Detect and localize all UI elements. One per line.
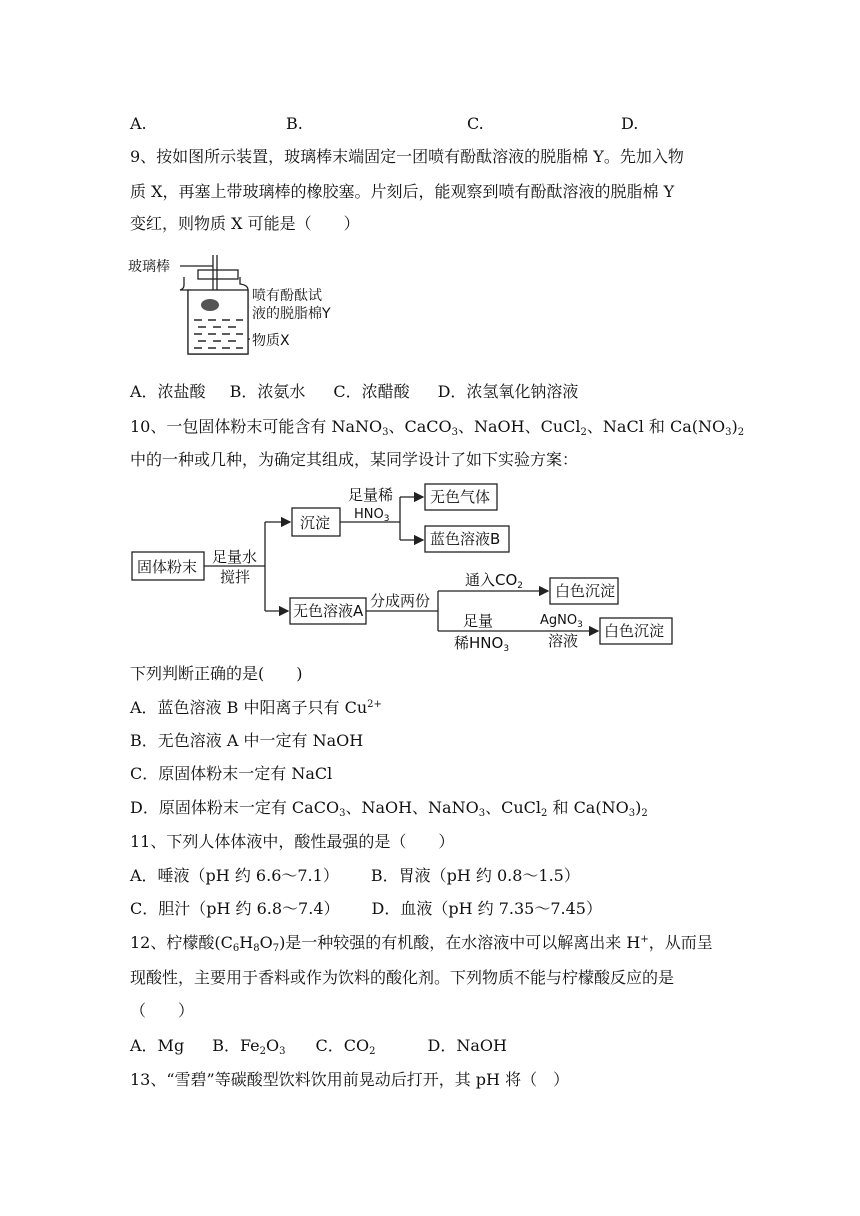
q9-option-c: C．浓醋酸 [333,382,410,401]
white-precipitate-1: 白色沉淀 [555,582,616,600]
q11-option-d: D．血液（pH 约 7.35～7.45） [371,899,602,918]
blue-solution-b: 蓝色溶液B [430,530,501,548]
q9-option-a: A．浓盐酸 [130,382,206,401]
precipitate: 沉淀 [300,514,331,532]
q12-line-3: （ ） [130,1001,195,1020]
rod-label: 玻璃棒 [128,259,170,275]
q9-option-b: B．浓氨水 [229,382,306,401]
q11-option-b: B．胃液（pH 约 0.8～1.5） [370,866,580,885]
white-precipitate-2: 白色沉淀 [604,622,665,640]
agno3-solution: 溶液 [548,632,579,650]
q11-line-1: 11、下列人体体液中，酸性最强的是（ ） [130,832,455,851]
cotton-label-1: 喷有酚酞试 [252,288,322,304]
q10-option-b: B．无色溶液 A 中一定有 NaOH [130,731,364,750]
lower-label-2: 稀HNO [454,634,504,652]
q10-option-a: A．蓝色溶液 B 中阳离子只有 $Cu^{2+}$ [130,698,382,717]
q10-option-d: D．原固体粉末一定有 CaCO$_3$、NaOH、NaNO$_3$、CuCl$_2$ 和 $Ca(NO_3)_2$ [130,798,648,819]
hno3-label-2: $HNO_3$ [354,507,390,524]
q9-line-1: 9、按如图所示装置，玻璃棒末端固定一团喷有酚酞溶液的脱脂棉 Y。先加入物 [130,147,684,166]
option-d: D. [621,114,639,133]
q9-apparatus-figure [128,252,358,362]
substance-label: 物质X [252,333,290,349]
q10-line-1: 10、一包固体粉末可能含有 NaNO$_3$、CaCO$_3$、NaOH、CuCl$_2$、NaCl 和 $Ca(NO_3)_2$ [130,417,745,438]
option-b: B. [286,114,303,133]
q9-option-d: D．浓氢氧化钠溶液 [437,382,579,401]
colorless-gas: 无色气体 [430,488,491,506]
q11-options-row-2 [130,899,602,919]
option-c: C. [467,114,484,133]
q10-question: 下列判断正确的是( ) [130,664,303,683]
svg-text:稀HNO3: 稀$HNO_3$ [454,634,510,653]
q11-options-row-1 [130,866,580,886]
q10-line-2: 中的一种或几种，为确定其组成，某同学设计了如下实验方案： [130,450,579,469]
q9-line-2: 质 X，再塞上带玻璃棒的橡胶塞。片刻后，能观察到喷有酚酞溶液的脱脂棉 Y [130,182,675,201]
lower-label-1: 足量 [463,612,494,630]
svg-text:通入CO2: 通入$CO_2$ [465,571,524,591]
q12-option-b: B．$Fe_2O_3$ [212,1036,286,1057]
q12-option-d: D．NaOH [427,1036,507,1055]
colorless-solution-a: 无色溶液A [293,602,364,620]
agno3-label: AgNO [540,613,578,628]
q12-options [130,1036,507,1056]
cotton-label-2: 液的脱脂棉Y [252,306,331,322]
q9-options [130,382,578,402]
q12-option-c: C．$CO_2$ [315,1036,376,1057]
q13-line-1: 13、“雪碧”等碳酸型饮料饮用前晃动后打开，其 pH 将（ ） [130,1070,570,1089]
q10-option-c: C．原固体粉末一定有 NaCl [130,764,333,783]
q11-option-c: C．胆汁（pH 约 6.8～7.4） [130,899,340,918]
option-a: A. [130,114,147,133]
co2-label: 通入CO [465,571,518,589]
svg-text:AgNO3: AgNO$_3$ [540,613,583,630]
q11-option-a: A．唾液（pH 约 6.6～7.1） [130,866,339,885]
split-label: 分成两份 [370,592,431,610]
q12-option-a: A．Mg [130,1036,185,1055]
q9-line-3: 变红，则物质 X 可能是（ ） [130,214,360,233]
water-label-2: 搅拌 [220,568,251,586]
water-label-1: 足量水 [212,548,258,566]
solid-powder: 固体粉末 [137,558,198,576]
q12-line-1: 12、柠檬酸$(C_6H_8O_7)$是一种较强的有机酸，在水溶液中可以解离出来 H+，从而呈 [130,933,713,954]
hno3-label-1: 足量稀 [348,486,394,504]
q10-flowchart [128,478,708,653]
q12-line-2: 现酸性，主要用于香料或作为饮料的酸化剂。下列物质不能与柠檬酸反应的是 [130,968,675,987]
